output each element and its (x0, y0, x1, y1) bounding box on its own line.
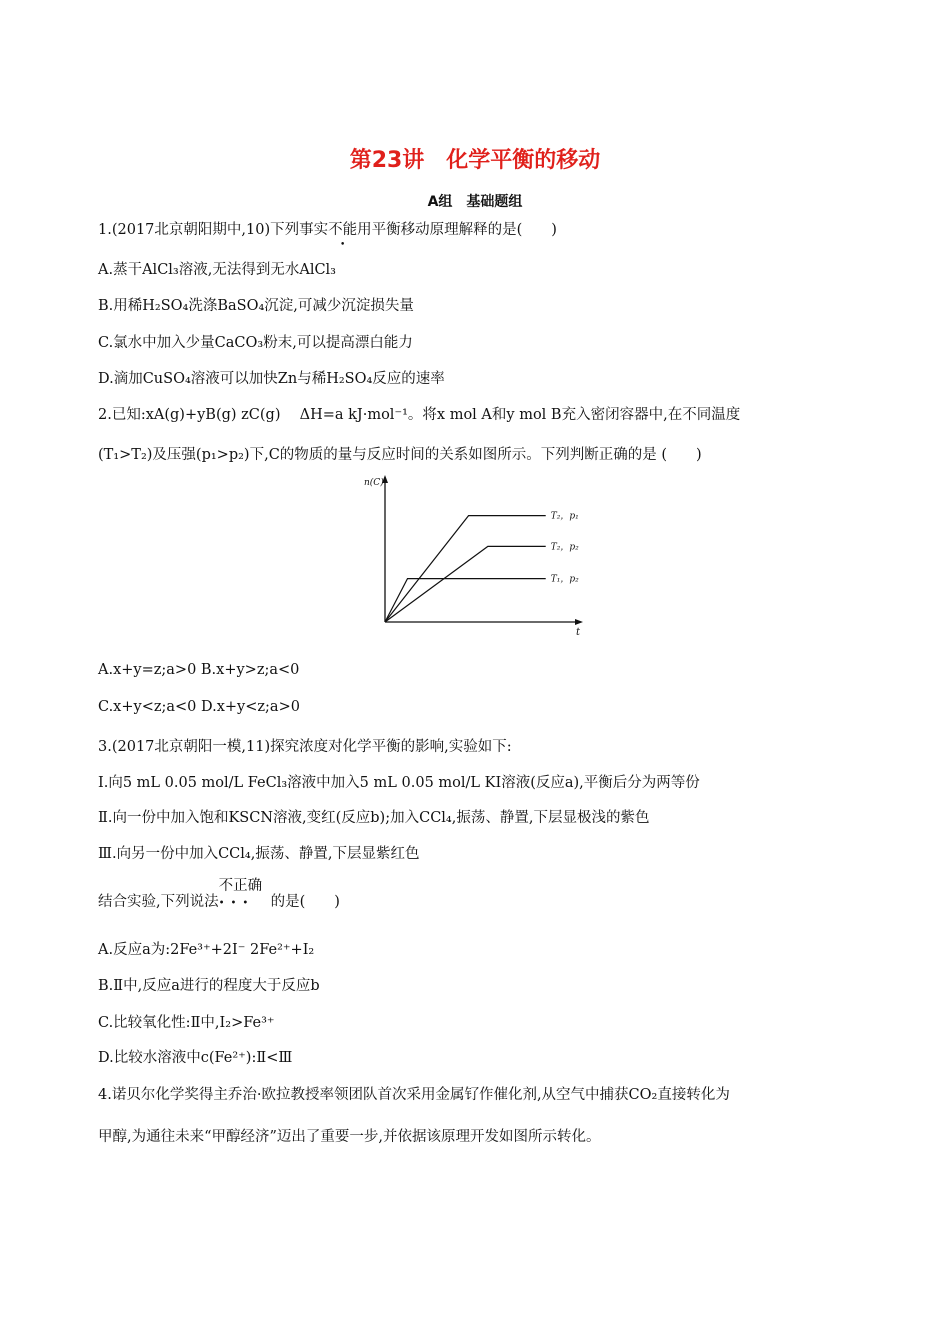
q2-options-ab: A.x+y=z;a>0 B.x+y>z;a<0 (98, 662, 300, 678)
q4-stem-line1: 4.诺贝尔化学奖得主乔治·欧拉教授率领团队首次采用金属钌作催化剂,从空气中捕获CO₂直接转化为 (98, 1087, 730, 1103)
x-axis-label: t (576, 627, 581, 638)
q3-step-3: Ⅲ.向另一份中加入CCl₄,振荡、静置,下层显紫红色 (98, 846, 420, 862)
page-title: 第23讲 化学平衡的移动 (349, 148, 601, 173)
q3-emphasis-text: 不正确 (218, 878, 263, 894)
q3-option-b: B.Ⅱ中,反应a进行的程度大于反应b (98, 978, 320, 994)
q2-stem-line1: 2.已知:xA(g)+yB(g) zC(g) ΔH=a kJ·mol⁻¹。将x mol A和y mol B充入密闭容器中,在不同温度 (98, 407, 741, 423)
q1-emphasis: 不能 (328, 222, 358, 238)
q3-ask-pre: 结合实验,下列说法 (98, 894, 219, 910)
q2-options-cd: C.x+y<z;a<0 D.x+y<z;a>0 (98, 699, 300, 715)
q3-ask-post: 的是( ) (270, 894, 340, 910)
section-heading: A组 基础题组 (427, 194, 523, 210)
q3-option-c: C.比较氧化性:Ⅱ中,I₂>Fe³⁺ (98, 1015, 275, 1031)
q1-option-c: C.氯水中加入少量CaCO₃粉末,可以提高漂白能力 (98, 335, 413, 351)
q3-emphasis (218, 878, 271, 910)
q3-emphasis-dots: ••• (218, 898, 255, 909)
q3-option-a: A.反应a为:2Fe³⁺+2I⁻ 2Fe²⁺+I₂ (98, 942, 315, 958)
series-line-3 (385, 579, 546, 622)
q1-stem-pre: 1.(2017北京朝阳期中,10)下列事实 (98, 222, 329, 238)
q4-stem-line2: 甲醇,为通往未来“甲醇经济”迈出了重要一步,并依据该原理开发如图所示转化。 (98, 1129, 601, 1145)
series-label-3: T₁，p₂ (550, 574, 579, 585)
series-label-2: T₂，p₂ (550, 542, 579, 553)
q3-step-1: Ⅰ.向5 mL 0.05 mol/L FeCl₃溶液中加入5 mL 0.05 mol/L KI溶液(反应a),平衡后分为两等份 (98, 775, 700, 791)
series-label-1: T₂，p₁ (550, 511, 579, 522)
series-line-2 (385, 546, 546, 622)
q1-option-b: B.用稀H₂SO₄洗涤BaSO₄沉淀,可减少沉淀损失量 (98, 298, 414, 314)
q3-question (98, 878, 340, 911)
chart-series (385, 512, 579, 622)
q2-chart (350, 470, 600, 640)
q3-option-d: D.比较水溶液中c(Fe²⁺):Ⅱ<Ⅲ (98, 1050, 293, 1066)
q3-stem: 3.(2017北京朝阳一模,11)探究浓度对化学平衡的影响,实验如下: (98, 739, 512, 755)
y-axis-label: n(C) (364, 478, 384, 488)
series-line-1 (385, 516, 546, 622)
q3-step-2: Ⅱ.向一份中加入饱和KSCN溶液,变红(反应b);加入CCl₄,振荡、静置,下层显极浅的紫色 (98, 810, 650, 826)
q1-option-a: A.蒸干AlCl₃溶液,无法得到无水AlCl₃ (98, 262, 336, 278)
q2-stem-line2: (T₁>T₂)及压强(p₁>p₂)下,C的物质的量与反应时间的关系如图所示。下列判断正确的是 ( ) (98, 447, 702, 463)
q1-stem-post: 用平衡移动原理解释的是( ) (357, 222, 557, 238)
q1-stem (98, 218, 557, 239)
x-axis-arrow (575, 619, 583, 625)
q1-option-d: D.滴加CuSO₄溶液可以加快Zn与稀H₂SO₄反应的速率 (98, 371, 445, 387)
